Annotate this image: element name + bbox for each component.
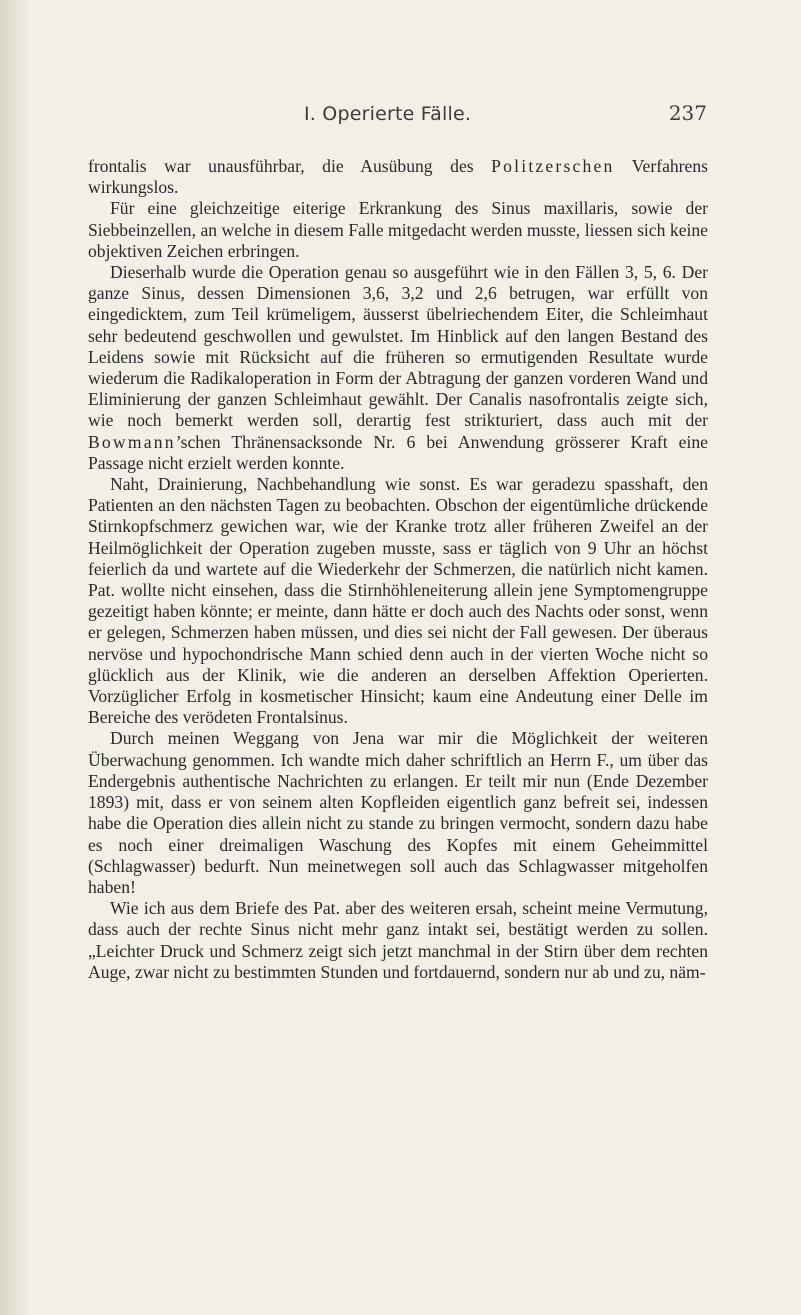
spaced-name: Bowmann [88, 431, 176, 452]
text-segment: Für eine gleichzeitige eiterige Erkrankung des Sinus maxillaris, sowie der Siebbeinzellen, an welche in diesem Falle mitgedacht werden musste, liessen sich keine objektiven Zeichen erbringen. [88, 198, 708, 261]
paragraph [88, 474, 708, 728]
body-text [88, 156, 708, 983]
text-segment: frontalis war unausführbar, die Ausübung des [88, 156, 492, 176]
text-segment: Wie ich aus dem Briefe des Pat. aber des weiteren ersah, scheint meine Vermutung, dass auch der rechte Sinus nicht mehr ganz intakt sei, bestätigt werden zu sollen. „Leichter Druck und Schmerz zeigt sich jetzt manchmal in der Stirn über dem rechten Auge, zwar nicht zu bestimmten Stunden und fortdauernd, sondern nur ab und zu, näm- [88, 898, 708, 982]
text-segment: ’schen Thränensacksonde Nr. 6 bei Anwendung grösserer Kraft eine Passage nicht erzielt werden konnte. [88, 431, 708, 473]
page-number: 237 [668, 101, 707, 125]
paragraph [88, 156, 708, 198]
page-gutter-shadow [0, 0, 28, 1315]
paragraph [88, 898, 708, 983]
text-segment: Naht, Drainierung, Nachbehandlung wie sonst. Es war geradezu spasshaft, den Patienten an den nächsten Tagen zu beobachten. Obschon der eigentümliche drückende Stirnkopfschmerz gewichen war, wie der Kranke trotz aller früheren Zweifel an der Heilmöglichkeit der Operation zugeben musste, sass er täglich von 9 Uhr an höchst feierlich da und wartete auf die Wiederkehr der Schmerzen, die natürlich nicht kamen. Pat. wollte nicht einsehen, dass die Stirnhöhleneiterung allein jene Symptomengruppe gezeitigt haben könnte; er meinte, dann hätte er doch auch des Nachts oder sonst, wenn er gelegen, Schmerzen haben müssen, und dies sei nicht der Fall gewesen. Der überaus nervöse und hypochondrische Mann schied denn auch in der vierten Woche nicht so glücklich aus der Klinik, wie die anderen an derselben Affektion Operierten. Vorzüglicher Erfolg in kosmetischer Hinsicht; kaum eine Andeutung einer Delle im Bereiche des verödeten Frontalsinus. [88, 474, 708, 728]
spaced-name: Politzerschen [491, 156, 615, 176]
paragraph [88, 198, 708, 262]
running-head: I. Operierte Fälle. [304, 103, 472, 125]
text-segment: Verfahrens wirkungslos. [88, 156, 708, 198]
text-segment: Durch meinen Weggang von Jena war mir die Möglichkeit der weiteren Überwachung genommen. Ich wandte mich daher schriftlich an Herrn F., um über das Endergebnis authentische Nachrichten zu erlangen. Er teilt mir nun (Ende Dezember 1893) mit, dass er von seinem alten Kopfleiden eigentlich ganz befreit sei, indessen habe die Operation dies allein nicht zu stande zu bringen vermocht, sondern dazu habe es noch einer dreimaligen Waschung des Kopfes mit einem Geheimmittel (Schlagwasser) bedurft. Nun meinetwegen soll auch das Schlagwasser mitgeholfen haben! [88, 728, 708, 897]
paragraph [88, 728, 708, 898]
paragraph [88, 262, 708, 474]
page-header [90, 103, 707, 133]
text-segment: Dieserhalb wurde die Operation genau so ausgeführt wie in den Fällen 3, 5, 6. Der ganze Sinus, dessen Dimensionen 3,6, 3,2 und 2,6 betrugen, war erfüllt von eingedicktem, zum Teil krümeligem, äusserst übelriechendem Eiter, die Schleimhaut sehr bedeutend geschwollen und gewulstet. Im Hinblick auf den langen Bestand des Leidens sowie mit Rücksicht auf die früheren so ermutigenden Resultate wurde wiederum die Radikaloperation in Form der Abtragung der ganzen vorderen Wand und Eliminierung der ganzen Schleimhaut gewählt. Der Canalis nasofrontalis zeigte sich, wie noch bemerkt werden soll, derartig fest strikturiert, dass auch mit der [88, 262, 708, 431]
